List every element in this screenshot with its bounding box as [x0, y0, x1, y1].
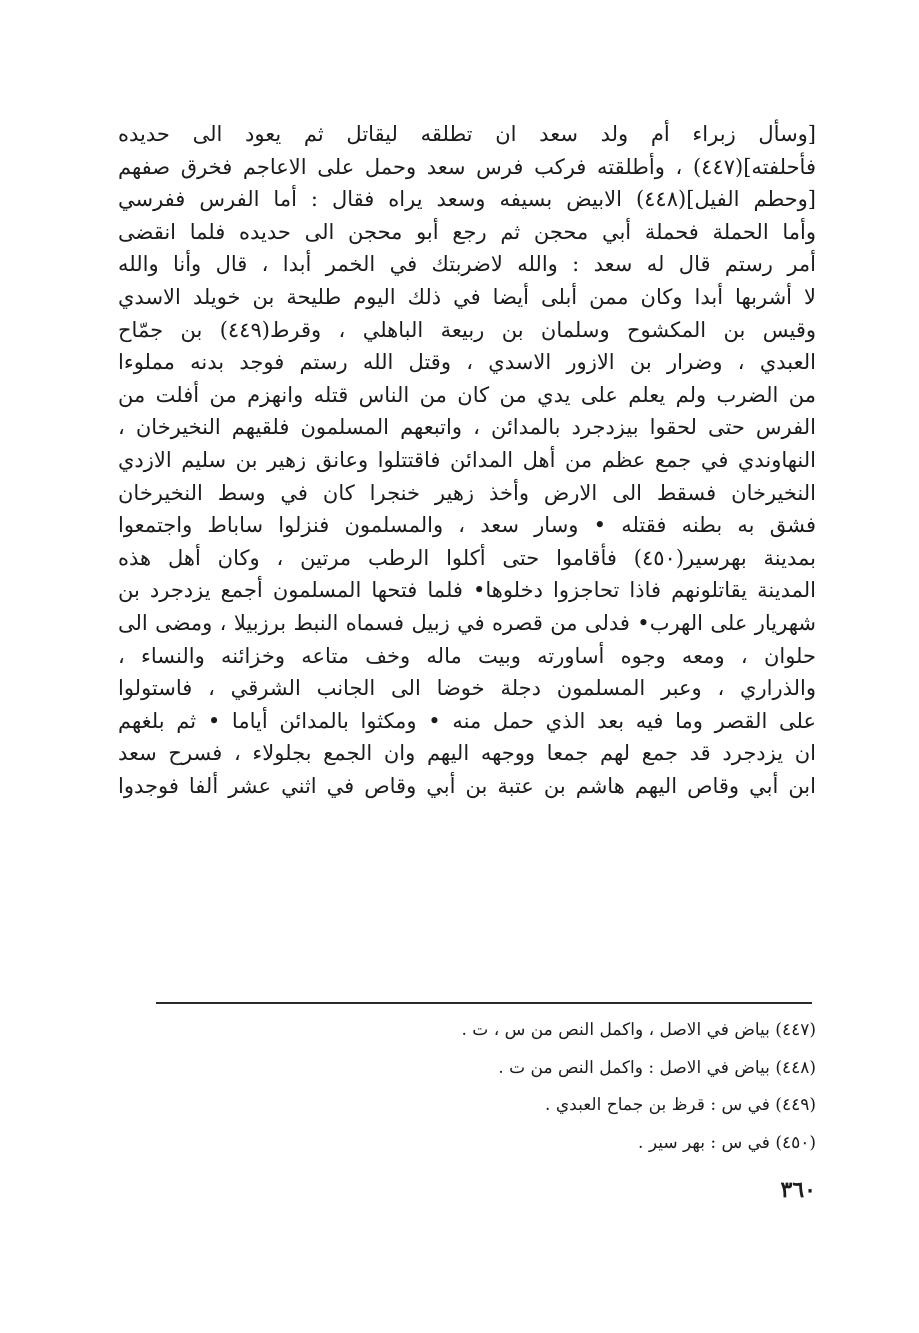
footnote-448: (٤٤٨) بياض في الاصل : واكمل النص من ت . — [498, 1057, 816, 1078]
text-line-7: وقيس بن المكشوح وسلمان بن ربيعة الباهلي ، وقرط(٤٤٩) بن جمّاح — [118, 317, 816, 342]
text-line-9: من الضرب ولم يعلم على يدي من كان من الناس قتله وانهزم من أفلت من — [118, 382, 816, 407]
text-line-16: شهريار على الهرب• فدلى من قصره في زبيل فسماه النبط برزبيلا ، ومضى الى — [118, 610, 816, 635]
main-text — [118, 118, 816, 802]
text-line-2: فأحلفته](٤٤٧) ، وأطلقته فركب فرس سعد وحمل على الاعاجم فخرق صفهم — [118, 154, 816, 179]
text-line-20: ان يزدجرد قد جمع لهم جمعا ووجهه اليهم وان الجمع بجلولاء ، فسرح سعد — [118, 741, 816, 766]
footnote-divider — [156, 1002, 812, 1004]
footnote-449: (٤٤٩) في س : قرظ بن جماح العبدي . — [545, 1095, 816, 1115]
page-number: ٣٦٠ — [780, 1177, 816, 1203]
text-line-10: الفرس حتى لحقوا بيزدجرد بالمدائن ، واتبعهم المسلمون فلقيهم النخيرخان ، — [118, 415, 816, 440]
text-line-12: النخيرخان فسقط الى الارض وأخذ زهير خنجرا كان في وسط النخيرخان — [118, 480, 816, 505]
text-line-4: وأما الحملة فحملة أبي محجن ثم رجع أبو محجن الى حديده فلما انقضى — [118, 219, 816, 244]
footnotes — [300, 1012, 816, 1162]
text-line-8: العبدي ، وضرار بن الازور الاسدي ، وقتل الله رستم فوجد بدنه مملوءا — [118, 350, 816, 375]
text-line-11: النهاوندي في جمع عظم من أهل المدائن فاقتتلوا وعانق زهير بن سليم الازدي — [118, 447, 816, 472]
text-line-5: أمر رستم قال له سعد : والله لاضربتك في الخمر أبدا ، قال وأنا والله — [118, 252, 816, 277]
text-line-3: [وحطم الفيل](٤٤٨) الابيض بسيفه وسعد يراه فقال : أما الفرس ففرسي — [118, 187, 816, 212]
footnote-450: (٤٥٠) في س : بهر سير . — [638, 1132, 816, 1153]
text-line-15: المدينة يقاتلونهم فاذا تحاجزوا دخلوها• فلما فتحها المسلمون أجمع يزدجرد بن — [118, 578, 816, 603]
text-line-19: على القصر وما فيه بعد الذي حمل منه • ومكثوا بالمدائن أياما • ثم بلغهم — [118, 708, 816, 733]
text-line-1: [وسأل زبراء أم ولد سعد ان تطلقه ليقاتل ثم يعود الى حديده — [118, 122, 816, 146]
text-line-14: بمدينة بهرسير(٤٥٠) فأقاموا حتى أكلوا الرطب مرتين ، وكان أهل هذه — [118, 545, 816, 570]
text-line-13: فشق به بطنه فقتله • وسار سعد ، والمسلمون فنزلوا ساباط واجتمعوا — [118, 513, 816, 538]
footnote-447: (٤٤٧) بياض في الاصل ، واكمل النص من س ، ت . — [461, 1020, 816, 1040]
text-line-6: لا أشربها أبدا وكان ممن أبلى أيضا في ذلك اليوم طليحة بن خويلد الاسدي — [118, 284, 816, 309]
text-line-17: حلوان ، ومعه وجوه أساورته وبيت ماله وخف متاعه وخزائنه والنساء ، — [118, 643, 816, 668]
text-line-18: والذراري ، وعبر المسلمون دجلة خوضا الى الجانب الشرقي ، فاستولوا — [118, 676, 816, 701]
text-line-21: ابن أبي وقاص اليهم هاشم بن عتبة بن أبي وقاص في اثني عشر ألفا فوجدوا — [118, 773, 816, 798]
